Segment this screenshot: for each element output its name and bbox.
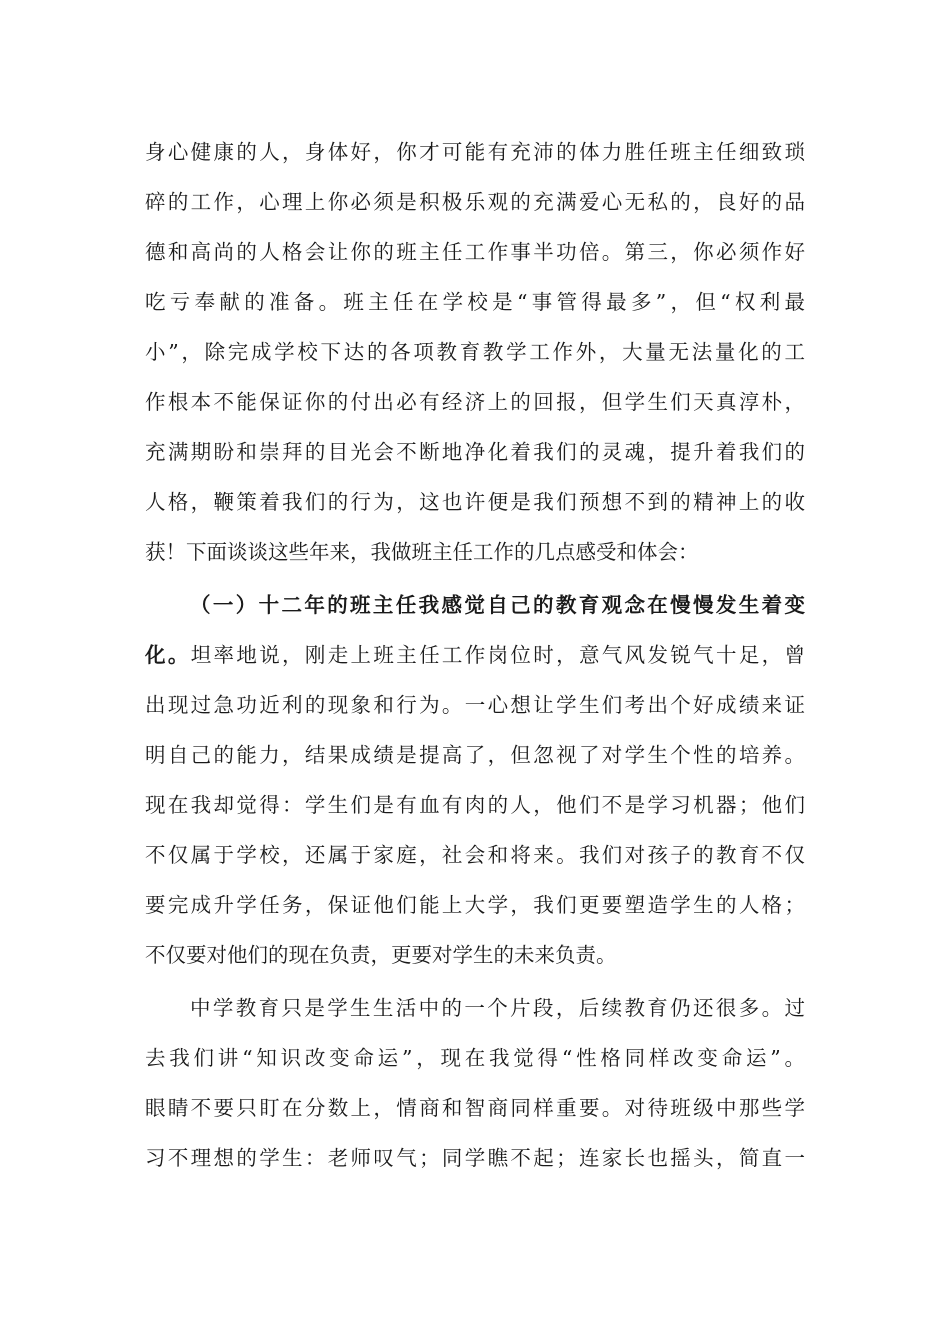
section-heading: （一）十二年的班主任我感觉自己的教育观念在慢慢发生着变 (190, 593, 805, 617)
text-line: 充满期盼和崇拜的目光会不断地净化着我们的灵魂，提升着我们的 (145, 440, 805, 464)
text-line: 身心健康的人，身体好，你才可能有充沛的体力胜任班主任细致琐 (145, 140, 805, 164)
text-line: 出现过急功近利的现象和行为。一心想让学生们考出个好成绩来证 (145, 693, 805, 717)
text-line: 要完成升学任务，保证他们能上大学，我们更要塑造学生的人格； (145, 893, 805, 917)
text-line: 碎的工作，心理上你必须是积极乐观的充满爱心无私的，良好的品 (145, 190, 805, 214)
text-line: 小”，除完成学校下达的各项教育教学工作外，大量无法量化的工 (145, 340, 805, 364)
text-line: 吃亏奉献的准备。班主任在学校是“事管得最多”，但“权利最 (145, 290, 805, 314)
text-line: 作根本不能保证你的付出必有经济上的回报，但学生们天真淳朴， (145, 390, 805, 414)
section-text: 坦率地说，刚走上班主任工作岗位时，意气风发锐气十足，曾 (190, 643, 806, 667)
text-line: 去我们讲“知识改变命运”，现在我觉得“性格同样改变命运”。 (145, 1046, 805, 1070)
paragraph-first-line: 中学教育只是学生生活中的一个片段，后续教育仍还很多。过 (190, 996, 805, 1020)
section-heading-continuation (145, 630, 805, 680)
text-line: 获！下面谈谈这些年来，我做班主任工作的几点感受和体会： (145, 540, 699, 564)
text-line: 眼睛不要只盯在分数上，情商和智商同样重要。对待班级中那些学 (145, 1096, 805, 1120)
text-line: 德和高尚的人格会让你的班主任工作事半功倍。第三，你必须作好 (145, 240, 805, 264)
text-line: 不仅属于学校，还属于家庭，社会和将来。我们对孩子的教育不仅 (145, 843, 805, 867)
text-line: 明自己的能力，结果成绩是提高了，但忽视了对学生个性的培养。 (145, 743, 805, 767)
section-heading-end: 化。 (145, 643, 191, 667)
text-line: 习不理想的学生：老师叹气；同学瞧不起；连家长也摇头，简直一 (145, 1146, 805, 1170)
text-line: 不仅要对他们的现在负责，更要对学生的未来负责。 (145, 943, 617, 967)
text-line: 现在我却觉得：学生们是有血有肉的人，他们不是学习机器；他们 (145, 793, 805, 817)
text-line: 人格，鞭策着我们的行为，这也许便是我们预想不到的精神上的收 (145, 490, 805, 514)
